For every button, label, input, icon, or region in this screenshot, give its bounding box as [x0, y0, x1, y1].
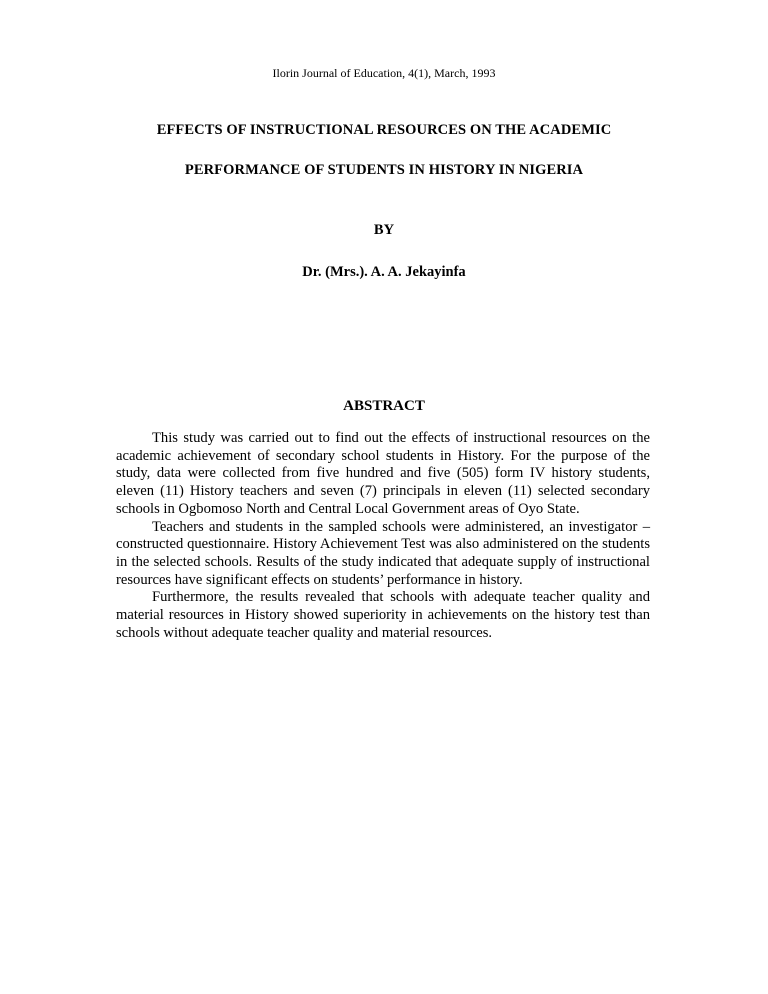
abstract-heading: ABSTRACT — [343, 398, 425, 414]
byline-by: BY — [373, 222, 395, 238]
paper-title-line-1: EFFECTS OF INSTRUCTIONAL RESOURCES ON THE ACADEMIC — [156, 122, 612, 138]
abstract-paragraph-3: Furthermore, the results revealed that schools with adequate teacher quality and material resources in History showed superiority in achievements on the history test than schools without adequate teacher quality and material resources. — [116, 589, 650, 641]
abstract-paragraph-2: Teachers and students in the sampled schools were administered, an investigator – constructed questionnaire. History Achievement Test was also administered on the students in the selected schools. Results of the study indicated that adequate supply of instructional resources have significant effects on students’ performance in history. — [116, 518, 650, 588]
journal-header: Ilorin Journal of Education, 4(1), March, 1993 — [272, 66, 496, 80]
abstract-paragraph-1: This study was carried out to find out the effects of instructional resources on the academic achievement of secondary school students in History. For the purpose of the study, data were collected from five hundred and five (505) form IV history students, eleven (11) History teachers and seven (7) principals in eleven (11) selected secondary schools in Ogbomoso North and Central Local Government areas of Oyo State. — [116, 430, 650, 517]
abstract-body — [116, 430, 650, 642]
author-name: Dr. (Mrs.). A. A. Jekayinfa — [302, 264, 466, 280]
paper-title-line-2: PERFORMANCE OF STUDENTS IN HISTORY IN NIGERIA — [184, 162, 584, 178]
